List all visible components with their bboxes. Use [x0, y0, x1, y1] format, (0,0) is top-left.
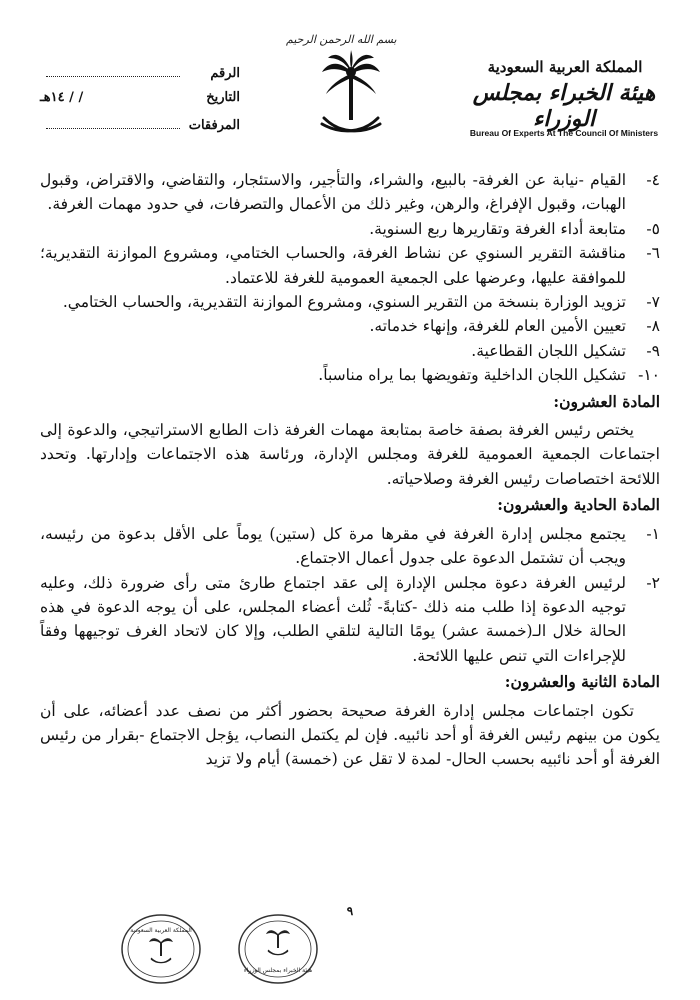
date-field-row: [40, 90, 240, 116]
list-item: [40, 571, 660, 669]
palm-swords-emblem-icon: [318, 50, 384, 142]
item-text: تعيين الأمين العام للغرفة، وإنهاء خدماته.: [369, 317, 626, 336]
date-field-value: / / ١٤هـ: [40, 90, 84, 105]
article-21-heading: المادة الحادية والعشرون:: [497, 495, 660, 515]
item-number: ٧-: [646, 293, 660, 312]
bureau-title-english: Bureau Of Experts At The Council Of Ministers: [469, 128, 659, 138]
item-number: ٥-: [646, 219, 660, 238]
list-item: [40, 217, 660, 241]
item-text: القيام -نيابة عن الغرفة- بالبيع، والشراء، والتأجير، والاستئجار، والتقاضي، والاقتراض، وقبول الهبات، وقبول الإفراغ، والرهن، وغير ذلك من الأعمال والتصرفات، في حدود مهمات الغرفة.: [40, 171, 626, 214]
attachments-field-row: [40, 116, 240, 142]
item-text: تزويد الوزارة بنسخة من التقرير السنوي، ومشروع الموازنة التقديرية، والحساب الختامي.: [62, 293, 626, 312]
article-20-text: يختص رئيس الغرفة بصفة خاصة بمتابعة مهمات الغرفة ذات الطابع الاستراتيجي، والدعوة إلى اجتماعات الجمعية العمومية للغرفة ومجلس الإدارة، ورئاسة هذه الاجتماعات وإدارتها. وتحدد اللائحة اختصاصات رئيس الغرفة وصلاحياته.: [40, 421, 660, 488]
item-text: تشكيل اللجان القطاعية.: [471, 341, 626, 360]
item-text: يجتمع مجلس إدارة الغرفة في مقرها مرة كل (ستين) يوماً على الأقل بدعوة من رئيسه، ويجب أن تشتمل الدعوة على جدول أعمال الاجتماع.: [40, 524, 626, 568]
article-22-text: تكون اجتماعات مجلس إدارة الغرفة صحيحة بحضور أكثر من نصف عدد أعضائه، على أن يكون من بينهم رئيس الغرفة أو أحد نائبيه. فإن لم يكتمل النصاب، يؤجل الاجتماع -بقرار من رئيس الغرفة أو أحد نائبيه بحسب الحال- لمدة لا تقل عن (خمسة) أيام ولا تزيد: [40, 701, 660, 769]
number-field-row: [40, 64, 240, 90]
article-20-heading: المادة العشرون:: [553, 391, 660, 411]
item-text: تشكيل اللجان الداخلية وتفويضها بما يراه مناسباً.: [318, 366, 626, 385]
item-number: ١٠-: [638, 366, 660, 385]
reference-fields: [40, 64, 240, 142]
list-item: [40, 522, 660, 571]
item-number: ١-: [646, 524, 660, 543]
page-number: ٩: [346, 904, 354, 918]
seal-right-text: هيئة الخبراء بمجلس الوزراء: [243, 967, 313, 974]
kingdom-title: المملكة العربية السعودية: [487, 58, 643, 76]
list-item: [40, 314, 660, 338]
item-text: متابعة أداء الغرفة وتقاريرها ربع السنوية.: [369, 219, 626, 238]
attachments-field-line: [46, 116, 180, 129]
item-number: ٢-: [646, 573, 660, 592]
seal-left-text: المملكة العربية السعودية: [130, 927, 192, 934]
number-field-label: الرقم: [210, 66, 240, 81]
article-22-heading: المادة الثانية والعشرون:: [504, 672, 660, 692]
number-field-line: [46, 64, 180, 77]
bureau-title-arabic: هيئة الخبراء بمجلس الوزراء: [472, 80, 656, 132]
item-text: لرئيس الغرفة دعوة مجلس الإدارة إلى عقد اجتماع طارئ متى رأى ضرورة ذلك، وعليه توجيه الدعوة إذا طلب منه ذلك -كتابةً- ثُلث أعضاء المجلس، على أن يوجه الدعوة في هذه الحالة خلال الـ(خمسة عشر) يومًا التالية لتلقي الطلب، وإلا كان لاتحاد الغرف توجيهها وفقاً للإجراءات التي تنص عليها اللائحة.: [40, 573, 626, 665]
basmala: بسم الله الرحمن الرحيم: [286, 33, 397, 46]
official-seal-right: [237, 912, 319, 986]
document-body: [40, 168, 660, 772]
official-seal-left: [120, 912, 202, 986]
item-number: ٩-: [646, 341, 660, 360]
item-number: ٤-: [646, 171, 660, 189]
list-item: [40, 363, 660, 387]
item-number: ٨-: [646, 317, 660, 336]
list-item: [40, 241, 660, 290]
item-number: ٦-: [646, 244, 660, 263]
attachments-field-label: المرفقات: [188, 118, 240, 133]
list-item: [40, 168, 660, 217]
list-item: [40, 339, 660, 363]
date-field-label: التاريخ: [206, 90, 240, 105]
list-item: [40, 290, 660, 314]
item-text: مناقشة التقرير السنوي عن نشاط الغرفة، والحساب الختامي، ومشروع الموازنة التقديرية؛ للموافقة عليها، وعرضها على الجمعية العمومية للغرفة للاعتماد.: [40, 244, 626, 287]
